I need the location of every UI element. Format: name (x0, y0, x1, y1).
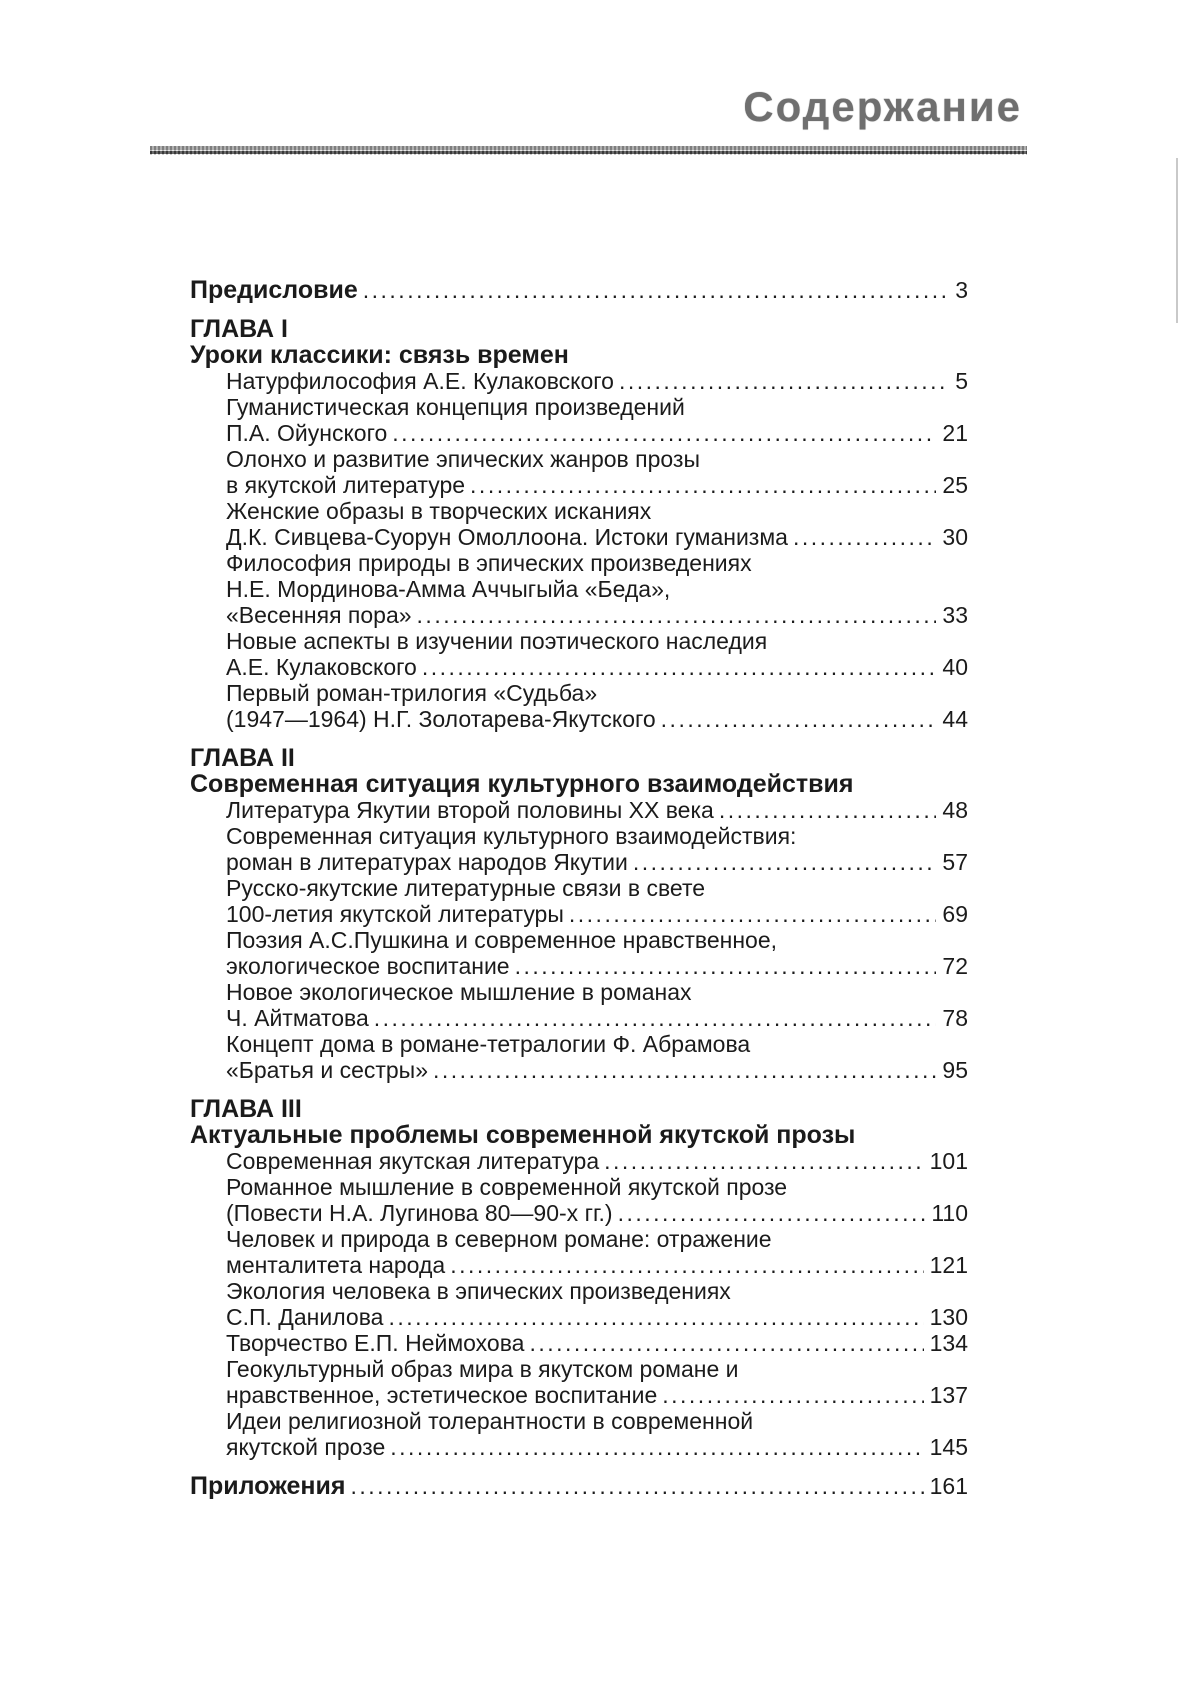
toc-entry-text: Натурфилософия А.Е. Кулаковского (226, 368, 614, 394)
header-rule (150, 146, 1027, 155)
toc-entry-text: Д.К. Сивцева-Суорун Омоллоона. Истоки гуманизма (226, 524, 788, 550)
page-number: 21 (942, 420, 968, 446)
dot-leader (363, 277, 949, 303)
dot-leader (633, 849, 937, 875)
dot-leader (374, 1005, 937, 1031)
toc-entry-text: Современная якутская литература (226, 1148, 600, 1174)
toc-entry-line: Н.Е. Мординова-Амма Аччыгыйа «Беда», (226, 576, 671, 602)
toc-entry-text: «Братья и сестры» (226, 1057, 429, 1083)
page-number: 5 (955, 368, 968, 394)
toc-entry-row (190, 602, 968, 628)
dot-leader (388, 1304, 923, 1330)
toc-entry-line: Идеи религиозной толерантности в современной (226, 1408, 754, 1434)
dot-leader (350, 1473, 923, 1499)
chapter-heading-line: ГЛАВА II (190, 744, 295, 772)
toc-entry-row (190, 1434, 968, 1460)
toc-entry-text: П.А. Ойунского (226, 420, 388, 446)
dot-leader (661, 706, 937, 732)
toc-entry-row (190, 1148, 968, 1174)
toc-entry-line: Женские образы в творческих исканиях (226, 498, 652, 524)
toc-entry-row (190, 849, 968, 875)
toc-entry-row (190, 277, 968, 303)
toc-entry-text: роман в литературах народов Якутии (226, 849, 628, 875)
toc-entry-text: менталитета народа (226, 1252, 446, 1278)
toc-section (190, 316, 968, 732)
toc-entry-text: (Повести Н.А. Лугинова 80—90-х гг.) (226, 1200, 613, 1226)
page-number: 57 (942, 849, 968, 875)
toc-section (190, 277, 968, 303)
dot-leader (604, 1148, 923, 1174)
page-number: 145 (929, 1434, 968, 1460)
toc-entry-text: нравственное, эстетическое воспитание (226, 1382, 658, 1408)
toc-entry-line: Гуманистическая концепция произведений (226, 394, 685, 420)
toc-entry-line: Концепт дома в романе-тетралогии Ф. Абрамова (226, 1031, 751, 1057)
page-number: 95 (942, 1057, 968, 1083)
toc-entry-row (190, 1057, 968, 1083)
dot-leader (569, 901, 937, 927)
page-number: 78 (942, 1005, 968, 1031)
toc-section (190, 745, 968, 1083)
toc-entry-row (190, 1330, 968, 1356)
toc-entry-line: Новые аспекты в изучении поэтического наследия (226, 628, 768, 654)
toc-entry-line: Человек и природа в северном романе: отражение (226, 1226, 772, 1252)
page-number: 134 (929, 1330, 968, 1356)
toc-entry-line: Олонхо и развитие эпических жанров прозы (226, 446, 701, 472)
toc-entry-text: Предисловие (190, 276, 358, 304)
dot-leader (417, 602, 937, 628)
toc-entry-line: Философия природы в эпических произведениях (226, 550, 752, 576)
page-number: 101 (929, 1148, 968, 1174)
toc-entry-text: «Весенняя пора» (226, 602, 412, 628)
page-number: 44 (942, 706, 968, 732)
scan-artifact-line (1176, 158, 1178, 323)
dot-leader (392, 420, 936, 446)
dot-leader (422, 654, 937, 680)
toc-entry-line: Экология человека в эпических произведениях (226, 1278, 731, 1304)
page-number: 25 (942, 472, 968, 498)
page-number: 40 (942, 654, 968, 680)
dot-leader (719, 797, 937, 823)
toc-entry-line: Новое экологическое мышление в романах (226, 979, 692, 1005)
chapter-heading-line: Актуальные проблемы современной якутской прозы (190, 1121, 856, 1149)
toc-entry-row (190, 368, 968, 394)
chapter-heading-line: Современная ситуация культурного взаимодействия (190, 770, 854, 798)
toc-section (190, 1473, 968, 1499)
page-number: 137 (929, 1382, 968, 1408)
toc-entry-row (190, 654, 968, 680)
toc-entry-text: А.Е. Кулаковского (226, 654, 417, 680)
page-number: 69 (942, 901, 968, 927)
table-of-contents (190, 277, 968, 1499)
dot-leader (515, 953, 937, 979)
page-number: 110 (931, 1200, 968, 1226)
page-number: 121 (929, 1252, 968, 1278)
toc-entry-text: С.П. Данилова (226, 1304, 384, 1330)
toc-entry-line: Современная ситуация культурного взаимодействия: (226, 823, 797, 849)
toc-entry-row (190, 901, 968, 927)
toc-entry-row (190, 1304, 968, 1330)
toc-entry-line: Первый роман-трилогия «Судьба» (226, 680, 598, 706)
toc-entry-row (190, 953, 968, 979)
toc-entry-row (190, 1382, 968, 1408)
page-number: 130 (929, 1304, 968, 1330)
toc-entry-text: 100-летия якутской литературы (226, 901, 564, 927)
header (150, 83, 1022, 130)
page-number: 33 (942, 602, 968, 628)
toc-entry-row (190, 472, 968, 498)
toc-section (190, 1096, 968, 1460)
page-title: Содержание (743, 83, 1022, 130)
toc-entry-text: Приложения (190, 1472, 346, 1500)
page-number: 3 (955, 277, 968, 303)
page-number: 72 (942, 953, 968, 979)
toc-entry-row (190, 1252, 968, 1278)
toc-entry-text: Ч. Айтматова (226, 1005, 369, 1031)
page-number: 30 (942, 524, 968, 550)
toc-entry-row (190, 797, 968, 823)
toc-entry-line: Русско-якутские литературные связи в свете (226, 875, 706, 901)
dot-leader (450, 1252, 923, 1278)
dot-leader (529, 1330, 923, 1356)
dot-leader (662, 1382, 923, 1408)
toc-entry-row (190, 1005, 968, 1031)
page-number: 161 (929, 1473, 968, 1499)
dot-leader (470, 472, 936, 498)
chapter-heading-line: ГЛАВА III (190, 1095, 302, 1123)
toc-entry-row (190, 1473, 968, 1499)
toc-entry-line: Поэзия А.С.Пушкина и современное нравственное, (226, 927, 778, 953)
page-number: 48 (942, 797, 968, 823)
dot-leader (793, 524, 936, 550)
toc-entry-row (190, 524, 968, 550)
toc-entry-row (190, 1200, 968, 1226)
toc-entry-text: Литература Якутии второй половины XX века (226, 797, 714, 823)
dot-leader (618, 1200, 926, 1226)
dot-leader (390, 1434, 923, 1460)
toc-entry-row (190, 706, 968, 732)
dot-leader (433, 1057, 936, 1083)
toc-entry-text: якутской прозе (226, 1434, 386, 1460)
toc-entry-text: (1947—1964) Н.Г. Золотарева-Якутского (226, 706, 656, 732)
toc-entry-line: Романное мышление в современной якутской прозе (226, 1174, 788, 1200)
toc-entry-text: экологическое воспитание (226, 953, 510, 979)
toc-entry-row (190, 420, 968, 446)
chapter-heading-line: ГЛАВА I (190, 315, 288, 343)
chapter-heading-line: Уроки классики: связь времен (190, 341, 569, 369)
toc-entry-text: Творчество Е.П. Неймохова (226, 1330, 525, 1356)
toc-entry-text: в якутской литературе (226, 472, 466, 498)
dot-leader (619, 368, 949, 394)
toc-entry-line: Геокультурный образ мира в якутском романе и (226, 1356, 739, 1382)
